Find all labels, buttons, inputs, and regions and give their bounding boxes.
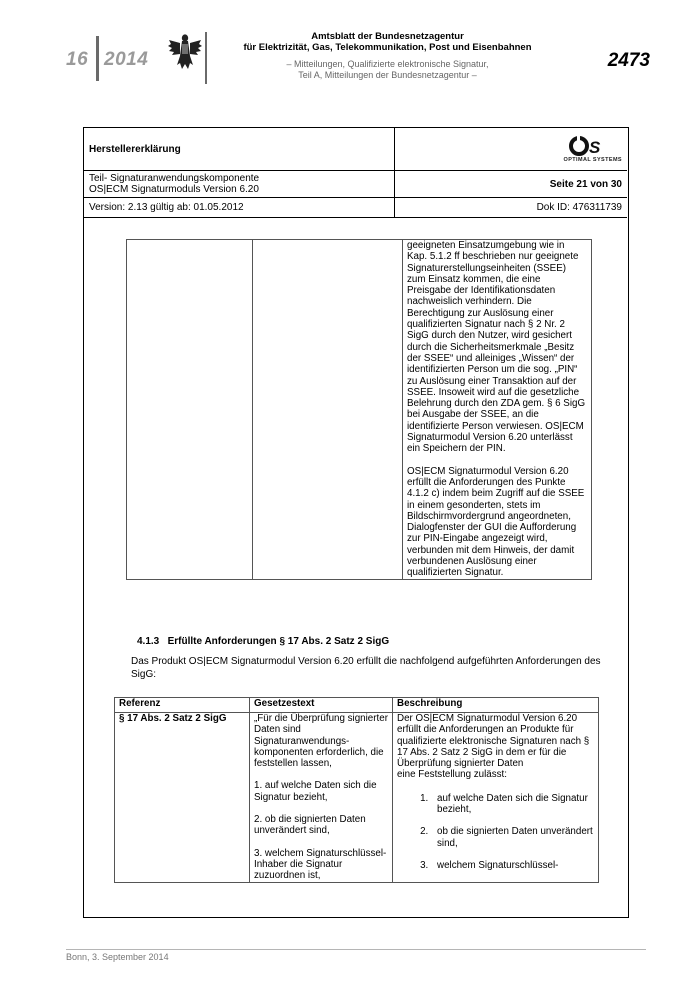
header-divider-2 [205,32,207,84]
header-divider [96,36,99,81]
law-item-2: 2. ob die signierten Daten unverändert sind, [254,814,366,837]
document-frame [83,127,629,918]
section-number: 4.1.3 [137,636,160,647]
law-item-1: 1. auf welche Daten sich die Signatur bezieht, [254,780,377,803]
description-cell [393,713,599,883]
header-referenz: Referenz [115,698,250,713]
table-row [115,713,599,883]
doc-id: Dok ID: 476311739 [395,198,628,218]
section-intro: Das Produkt OS|ECM Signaturmodul Version 6.20 erfüllt die nachfolgend aufgeführten Anforderungen des SigG: [131,656,601,680]
document-header-table [84,128,627,218]
logo-cell [395,128,628,171]
continuation-law-cell [253,240,403,580]
svg-text:S: S [588,137,601,157]
law-intro: „Für die Überprüfung signierter Daten sind Signaturanwendungs-komponenten erforderlich, die feststellen lassen, [254,713,388,770]
list-item: 2. ob die signierten Daten unverändert sind, [431,826,594,849]
continuation-desc-cell [403,240,592,580]
logo-subtext: OPTIMAL SYSTEMS [563,156,622,163]
gazette-subtitle-line1: – Mitteilungen, Qualifizierte elektronische Signatur, [286,59,489,69]
continuation-ref-cell [127,240,253,580]
list-item: 1. auf welche Daten sich die Signatur bezieht, [431,793,594,816]
os-logo-icon [568,135,618,157]
continuation-para1: geeigneten Einsatzumgebung wie in Kap. 5.1.2 ff beschrieben nur geeignete Signaturerstellungseinheiten (SSEE) zum Einsatz kommen, die eine Preisgabe der Identifikationsdaten nachweislich verhindern. Die Berechtigung zur Auslösung einer qualifizierten Signatur nach § 2 Nr. 2 SigG durch den Nutzer, wird gesichert durch die Sicherheitsmerkmale „Besitz der SSEE“ und alleiniges „Wissen“ der identifizierten Person um die sog. „PIN“ zu Auslösung einer Transaktion auf der SSEE. Insoweit wird auf die gesetzliche Belehrung durch den ZDA gem. § 6 SigG bei Ausgabe der SSEE, an die identifizierte Person verwiesen. OS|ECM Signaturmodul Version 6.20 unterlässt ein Speichern der PIN. [407,240,586,455]
gazette-subtitle [225,59,550,81]
requirements-table [114,697,599,883]
gazette-title-line1: Amtsblatt der Bundesnetzagentur [311,31,464,42]
page-number: 2473 [607,50,650,71]
header-beschreibung: Beschreibung [393,698,599,713]
gazette-subtitle-line2: Teil A, Mitteilungen der Bundesnetzagentur – [298,70,477,80]
continuation-para2: OS|ECM Signaturmodul Version 6.20 erfüllt die Anforderungen des Punkte 4.1.2 c) indem beim Zugriff auf die SSEE in einem gesonderten, stets im Bildschirmvordergrund angeordneten, Dialogfenster der GUI die Aufforderung zur PIN-Eingabe angezeigt wird, verbunden mit dem Hinweis, der damit verbundenen Auslösung einer qualifizierten Signatur. [407,465,585,579]
component-name [84,171,395,198]
optimal-systems-logo [564,135,622,163]
law-text-cell [250,713,393,883]
gazette-title-line2: für Elektrizität, Gas, Telekommunikation, Post und Eisenbahnen [243,42,532,53]
issue-year: 2014 [104,49,149,70]
continuation-table [126,239,592,580]
gazette-title [225,31,550,53]
section-heading [137,636,389,647]
federal-eagle-icon [168,32,202,72]
doc-title: Herstellererklärung [84,128,395,171]
section-title: Erfüllte Anforderungen § 17 Abs. 2 Satz 2 SigG [167,636,390,647]
version-info: Version: 2.13 gültig ab: 01.05.2012 [84,198,395,218]
issue-number: 16 [66,49,89,70]
desc-intro-2: eine Feststellung zulässt: [397,769,507,781]
component-line2: OS|ECM Signaturmoduls Version 6.20 [89,184,259,195]
law-item-3: 3. welchem Signaturschlüssel-Inhaber die Signatur zuzuordnen ist, [254,847,387,882]
page-info: Seite 21 von 30 [395,171,628,198]
list-item: 3. welchem Signaturschlüssel- [431,860,594,871]
header-gesetzestext: Gesetzestext [250,698,393,713]
desc-list [397,793,594,871]
desc-intro-1: Der OS|ECM Signaturmodul Version 6.20 erfüllt die Anforderungen an Produkte für qualifizierte elektronische Signaturen nach § 17 Abs. 2 Satz 2 SigG in dem er für die Überprüfung signierter Daten [397,713,590,770]
footer-text: Bonn, 3. September 2014 [66,952,169,962]
component-line1: Teil- Signaturanwendungskomponente [89,173,260,184]
footer-divider [66,949,646,950]
reference-cell: § 17 Abs. 2 Satz 2 SigG [115,713,250,883]
